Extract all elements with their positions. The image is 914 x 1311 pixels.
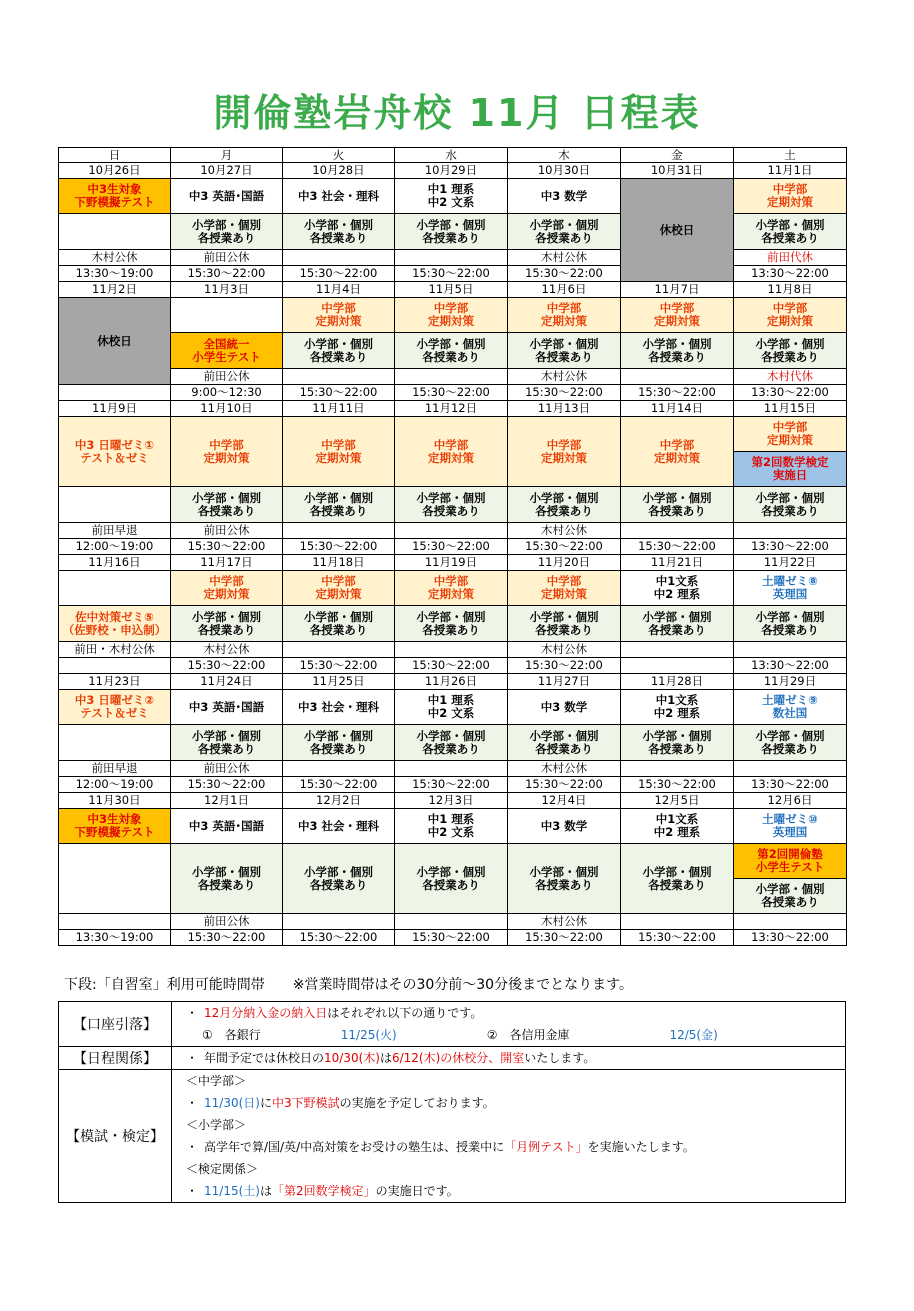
staff-cell: 前田・木村公休 xyxy=(59,642,171,658)
hours-cell: 13:30～19:00 xyxy=(59,930,171,946)
date-cell: 11月23日 xyxy=(59,674,171,690)
elementary-cell: 小学部・個別 各授業あり xyxy=(171,606,283,642)
empty-cell xyxy=(621,523,734,539)
elementary-cell: 小学部・個別 各授業あり xyxy=(508,214,621,250)
class-cell: 中1文系 中2 理系 xyxy=(621,690,734,725)
junior-exam-prep-cell: 中学部 定期対策 xyxy=(283,417,395,487)
mock-exam-cell: 中3生対象 下野模擬テスト xyxy=(59,179,171,214)
class-cell: 中3 社会・理科 xyxy=(283,690,395,725)
class-cell: 中3 社会・理科 xyxy=(283,179,395,214)
junior-exam-prep-cell: 中学部 定期対策 xyxy=(734,179,847,214)
elementary-cell: 小学部・個別 各授業あり xyxy=(621,606,734,642)
hours-cell: 13:30～22:00 xyxy=(734,385,847,401)
staff-cell: 前田公休 xyxy=(171,250,283,266)
empty-cell xyxy=(734,523,847,539)
date-cell: 11月24日 xyxy=(171,674,283,690)
junior-exam-prep-cell: 中学部 定期対策 xyxy=(734,298,847,333)
sano-seminar-cell: 佐中対策ゼミ⑤ （佐野校・申込制） xyxy=(59,606,171,642)
elementary-cell: 小学部・個別 各授業あり xyxy=(171,844,283,914)
date-cell: 10月29日 xyxy=(395,163,508,179)
date-cell: 11月5日 xyxy=(395,282,508,298)
date-cell: 11月11日 xyxy=(283,401,395,417)
date-cell: 11月2日 xyxy=(59,282,171,298)
date-cell: 11月18日 xyxy=(283,555,395,571)
junior-exam-prep-cell: 中学部 定期対策 xyxy=(171,571,283,606)
hours-cell: 15:30～22:00 xyxy=(283,385,395,401)
hours-cell: 15:30～22:00 xyxy=(395,266,508,282)
elementary-cell: 小学部・個別 各授業あり xyxy=(283,844,395,914)
staff-cell: 木村公休 xyxy=(508,914,621,930)
date-cell: 11月25日 xyxy=(283,674,395,690)
hours-cell: 13:30～22:00 xyxy=(734,777,847,793)
elementary-cell: 小学部・個別 各授業あり xyxy=(395,487,508,523)
date-cell: 10月27日 xyxy=(171,163,283,179)
empty-cell xyxy=(395,914,508,930)
date-cell: 11月20日 xyxy=(508,555,621,571)
empty-cell xyxy=(59,385,171,401)
weekday-tue: 火 xyxy=(283,148,395,163)
class-cell: 中3 数学 xyxy=(508,809,621,844)
empty-cell xyxy=(59,914,171,930)
date-cell: 12月6日 xyxy=(734,793,847,809)
staff-cell: 前田公休 xyxy=(171,761,283,777)
staff-cell: 前田早退 xyxy=(59,523,171,539)
holiday-cell: 休校日 xyxy=(621,179,734,282)
elementary-cell: 小学部・個別 各授業あり xyxy=(171,214,283,250)
math-exam-cell: 第2回数学検定 実施日 xyxy=(734,452,847,487)
hours-cell: 15:30～22:00 xyxy=(283,658,395,674)
class-cell: 中3 英語･国語 xyxy=(171,809,283,844)
holiday-cell: 休校日 xyxy=(59,298,171,385)
elementary-cell: 小学部・個別 各授業あり xyxy=(734,333,847,369)
date-cell: 11月27日 xyxy=(508,674,621,690)
schedule-table xyxy=(58,147,846,946)
elementary-cell: 小学部・個別 各授業あり xyxy=(395,725,508,761)
saturday-seminar-cell: 土曜ゼミ⑧ 英理国 xyxy=(734,571,847,606)
date-cell: 12月1日 xyxy=(171,793,283,809)
hours-cell: 13:30～22:00 xyxy=(734,266,847,282)
empty-cell xyxy=(621,761,734,777)
sunday-seminar-cell: 中3 日曜ゼミ② テスト＆ゼミ xyxy=(59,690,171,725)
staff-cell: 木村公休 xyxy=(508,250,621,266)
empty-cell xyxy=(395,250,508,266)
label-schedule: 【日程関係】 xyxy=(59,1047,172,1070)
staff-cell: 前田公休 xyxy=(171,914,283,930)
empty-cell xyxy=(283,369,395,385)
elementary-cell: 小学部・個別 各授業あり xyxy=(171,725,283,761)
saturday-seminar-cell: 土曜ゼミ⑩ 英理国 xyxy=(734,809,847,844)
hours-cell: 13:30～22:00 xyxy=(734,658,847,674)
date-cell: 11月6日 xyxy=(508,282,621,298)
class-cell: 中1 理系 中2 文系 xyxy=(395,690,508,725)
elementary-cell: 小学部・個別 各授業あり xyxy=(734,214,847,250)
staff-cell: 前田早退 xyxy=(59,761,171,777)
hours-cell: 15:30～22:00 xyxy=(508,266,621,282)
empty-cell xyxy=(734,642,847,658)
weekday-thu: 木 xyxy=(508,148,621,163)
info-table xyxy=(58,1001,846,1203)
class-cell: 中1 理系 中2 文系 xyxy=(395,179,508,214)
national-test-cell: 全国統一 小学生テスト xyxy=(171,333,283,369)
staff-cell: 木村公休 xyxy=(508,642,621,658)
empty-cell xyxy=(283,523,395,539)
class-cell: 中3 英語･国語 xyxy=(171,690,283,725)
weekday-fri: 金 xyxy=(621,148,734,163)
hours-cell: 13:30～22:00 xyxy=(734,930,847,946)
schedule-content: ・ 年間予定では休校日の10/30(木)は6/12(木)の休校分、開室いたします。 xyxy=(172,1047,846,1070)
junior-exam-prep-cell: 中学部 定期対策 xyxy=(395,571,508,606)
staff-cell: 前田公休 xyxy=(171,369,283,385)
mock-exam-cell: 中3生対象 下野模擬テスト xyxy=(59,809,171,844)
junior-exam-prep-cell: 中学部 定期対策 xyxy=(508,571,621,606)
label-account-debit: 【口座引落】 xyxy=(59,1002,172,1047)
date-cell: 11月16日 xyxy=(59,555,171,571)
hours-cell: 13:30～19:00 xyxy=(59,266,171,282)
weekday-sun: 日 xyxy=(59,148,171,163)
elementary-cell: 小学部・個別 各授業あり xyxy=(508,725,621,761)
elementary-cell: 小学部・個別 各授業あり xyxy=(621,487,734,523)
date-cell: 11月30日 xyxy=(59,793,171,809)
junior-exam-prep-cell: 中学部 定期対策 xyxy=(508,417,621,487)
page-title: 開倫塾岩舟校 11月 日程表 xyxy=(213,91,701,135)
week1-dates xyxy=(59,163,847,179)
class-cell: 中3 数学 xyxy=(508,690,621,725)
class-cell: 中3 社会・理科 xyxy=(283,809,395,844)
hours-cell: 15:30～22:00 xyxy=(621,539,734,555)
hours-cell: 13:30～22:00 xyxy=(734,539,847,555)
hours-cell: 12:00～19:00 xyxy=(59,777,171,793)
date-cell: 11月4日 xyxy=(283,282,395,298)
junior-exam-prep-cell: 中学部 定期対策 xyxy=(734,417,847,452)
hours-cell: 15:30～22:00 xyxy=(621,777,734,793)
staff-cell: 木村公休 xyxy=(508,523,621,539)
empty-cell xyxy=(621,658,734,674)
date-cell: 11月13日 xyxy=(508,401,621,417)
staff-cell: 木村公休 xyxy=(59,250,171,266)
date-cell: 11月19日 xyxy=(395,555,508,571)
junior-exam-prep-cell: 中学部 定期対策 xyxy=(171,417,283,487)
empty-cell xyxy=(283,914,395,930)
elementary-cell: 小学部・個別 各授業あり xyxy=(621,333,734,369)
empty-cell xyxy=(283,642,395,658)
elementary-cell: 小学部・個別 各授業あり xyxy=(395,606,508,642)
elementary-cell: 小学部・個別 各授業あり xyxy=(395,214,508,250)
hours-cell: 15:30～22:00 xyxy=(508,539,621,555)
date-cell: 12月4日 xyxy=(508,793,621,809)
empty-cell xyxy=(283,250,395,266)
hours-cell: 12:00～19:00 xyxy=(59,539,171,555)
hours-cell: 15:30～22:00 xyxy=(283,777,395,793)
empty-cell xyxy=(395,369,508,385)
elementary-cell: 小学部・個別 各授業あり xyxy=(734,487,847,523)
empty-cell xyxy=(395,523,508,539)
date-cell: 11月15日 xyxy=(734,401,847,417)
hours-cell: 15:30～22:00 xyxy=(395,777,508,793)
staff-cell: 木村公休 xyxy=(508,369,621,385)
empty-cell xyxy=(395,761,508,777)
elementary-cell: 小学部・個別 各授業あり xyxy=(508,487,621,523)
weekday-wed: 水 xyxy=(395,148,508,163)
hours-cell: 15:30～22:00 xyxy=(171,930,283,946)
date-cell: 11月8日 xyxy=(734,282,847,298)
class-cell: 中1文系 中2 理系 xyxy=(621,809,734,844)
saturday-seminar-cell: 土曜ゼミ⑨ 数社国 xyxy=(734,690,847,725)
hours-cell: 15:30～22:00 xyxy=(395,658,508,674)
empty-cell xyxy=(59,487,171,523)
empty-cell xyxy=(283,761,395,777)
staff-cell: 木村公休 xyxy=(508,761,621,777)
label-mock-exam: 【模試・検定】 xyxy=(59,1070,172,1203)
staff-cell: 前田代休 xyxy=(734,250,847,266)
hours-cell: 15:30～22:00 xyxy=(283,539,395,555)
date-cell: 11月22日 xyxy=(734,555,847,571)
elementary-cell: 小学部・個別 各授業あり xyxy=(171,487,283,523)
date-cell: 11月17日 xyxy=(171,555,283,571)
empty-cell xyxy=(59,214,171,250)
hours-cell: 15:30～22:00 xyxy=(283,930,395,946)
empty-cell xyxy=(395,642,508,658)
junior-exam-prep-cell: 中学部 定期対策 xyxy=(395,298,508,333)
empty-cell xyxy=(59,725,171,761)
hours-cell: 15:30～22:00 xyxy=(171,658,283,674)
empty-cell xyxy=(621,914,734,930)
elementary-cell: 小学部・個別 各授業あり xyxy=(508,606,621,642)
weekday-header xyxy=(59,148,847,163)
date-cell: 11月28日 xyxy=(621,674,734,690)
elementary-cell: 小学部・個別 各授業あり xyxy=(395,844,508,914)
date-cell: 12月3日 xyxy=(395,793,508,809)
footnote: 下段:「自習室」利用可能時間帯 ※営業時間帯はその30分前～30分後までとなります。 xyxy=(64,977,633,993)
date-cell: 11月26日 xyxy=(395,674,508,690)
elementary-cell: 小学部・個別 各授業あり xyxy=(508,333,621,369)
junior-exam-prep-cell: 中学部 定期対策 xyxy=(621,298,734,333)
date-cell: 11月21日 xyxy=(621,555,734,571)
empty-cell xyxy=(59,844,171,914)
staff-cell: 前田公休 xyxy=(171,523,283,539)
date-cell: 11月12日 xyxy=(395,401,508,417)
class-cell: 中3 英語･国語 xyxy=(171,179,283,214)
date-cell: 10月28日 xyxy=(283,163,395,179)
elementary-cell: 小学部・個別 各授業あり xyxy=(734,606,847,642)
date-cell: 11月9日 xyxy=(59,401,171,417)
kairin-test-cell: 第2回開倫塾 小学生テスト xyxy=(734,844,847,879)
elementary-cell: 小学部・個別 各授業あり xyxy=(283,487,395,523)
staff-cell: 木村代休 xyxy=(734,369,847,385)
junior-exam-prep-cell: 中学部 定期対策 xyxy=(621,417,734,487)
elementary-cell: 小学部・個別 各授業あり xyxy=(283,606,395,642)
date-cell: 12月2日 xyxy=(283,793,395,809)
date-cell: 10月31日 xyxy=(621,163,734,179)
elementary-cell: 小学部・個別 各授業あり xyxy=(283,214,395,250)
elementary-cell: 小学部・個別 各授業あり xyxy=(508,844,621,914)
date-cell: 11月7日 xyxy=(621,282,734,298)
class-cell: 中3 数学 xyxy=(508,179,621,214)
sunday-seminar-cell: 中3 日曜ゼミ① テスト＆ゼミ xyxy=(59,417,171,487)
class-cell: 中1 理系 中2 文系 xyxy=(395,809,508,844)
hours-cell: 15:30～22:00 xyxy=(508,658,621,674)
elementary-cell: 小学部・個別 各授業あり xyxy=(734,879,847,914)
hours-cell: 15:30～22:00 xyxy=(508,385,621,401)
hours-cell: 15:30～22:00 xyxy=(621,930,734,946)
hours-cell: 15:30～22:00 xyxy=(508,930,621,946)
elementary-cell: 小学部・個別 各授業あり xyxy=(395,333,508,369)
hours-cell: 15:30～22:00 xyxy=(283,266,395,282)
hours-cell: 15:30～22:00 xyxy=(508,777,621,793)
hours-cell: 15:30～22:00 xyxy=(395,539,508,555)
hours-cell: 9:00～12:30 xyxy=(171,385,283,401)
junior-exam-prep-cell: 中学部 定期対策 xyxy=(395,417,508,487)
hours-cell: 15:30～22:00 xyxy=(395,930,508,946)
elementary-cell: 小学部・個別 各授業あり xyxy=(621,725,734,761)
weekday-sat: 土 xyxy=(734,148,847,163)
empty-cell xyxy=(734,914,847,930)
mock-exam-content: ＜中学部＞ ・ 11/30(日)に中3下野模試の実施を予定しております。 ＜小学部＞ ・ 高学年で算/国/英/中高対策をお受けの塾生は、授業中に「月例テスト」を実施いたします。 ＜検定関係＞ ・ 11/15(土)は「第2回数学検定」の実施日です。 xyxy=(172,1070,846,1203)
date-cell: 11月14日 xyxy=(621,401,734,417)
date-cell: 10月26日 xyxy=(59,163,171,179)
junior-exam-prep-cell: 中学部 定期対策 xyxy=(283,571,395,606)
elementary-cell: 小学部・個別 各授業あり xyxy=(283,725,395,761)
empty-cell xyxy=(59,658,171,674)
hours-cell: 15:30～22:00 xyxy=(171,539,283,555)
junior-exam-prep-cell: 中学部 定期対策 xyxy=(508,298,621,333)
hours-cell: 15:30～22:00 xyxy=(395,385,508,401)
staff-cell: 木村公休 xyxy=(171,642,283,658)
empty-cell xyxy=(59,571,171,606)
hours-cell: 15:30～22:00 xyxy=(171,266,283,282)
weekday-mon: 月 xyxy=(171,148,283,163)
date-cell: 11月1日 xyxy=(734,163,847,179)
elementary-cell: 小学部・個別 各授業あり xyxy=(734,725,847,761)
elementary-cell: 小学部・個別 各授業あり xyxy=(621,844,734,914)
empty-cell xyxy=(734,761,847,777)
account-debit-content: ・ 12月分納入金の納入日はそれぞれ以下の通りです。 ① 各銀行 11/25(火) ② 各信用金庫 12/5(金) xyxy=(172,1002,846,1047)
empty-cell xyxy=(171,298,283,333)
empty-cell xyxy=(621,369,734,385)
junior-exam-prep-cell: 中学部 定期対策 xyxy=(283,298,395,333)
elementary-cell: 小学部・個別 各授業あり xyxy=(283,333,395,369)
hours-cell: 15:30～22:00 xyxy=(171,777,283,793)
date-cell: 11月10日 xyxy=(171,401,283,417)
hours-cell: 15:30～22:00 xyxy=(621,385,734,401)
date-cell: 11月3日 xyxy=(171,282,283,298)
date-cell: 11月29日 xyxy=(734,674,847,690)
empty-cell xyxy=(621,642,734,658)
date-cell: 12月5日 xyxy=(621,793,734,809)
date-cell: 10月30日 xyxy=(508,163,621,179)
class-cell: 中1文系 中2 理系 xyxy=(621,571,734,606)
